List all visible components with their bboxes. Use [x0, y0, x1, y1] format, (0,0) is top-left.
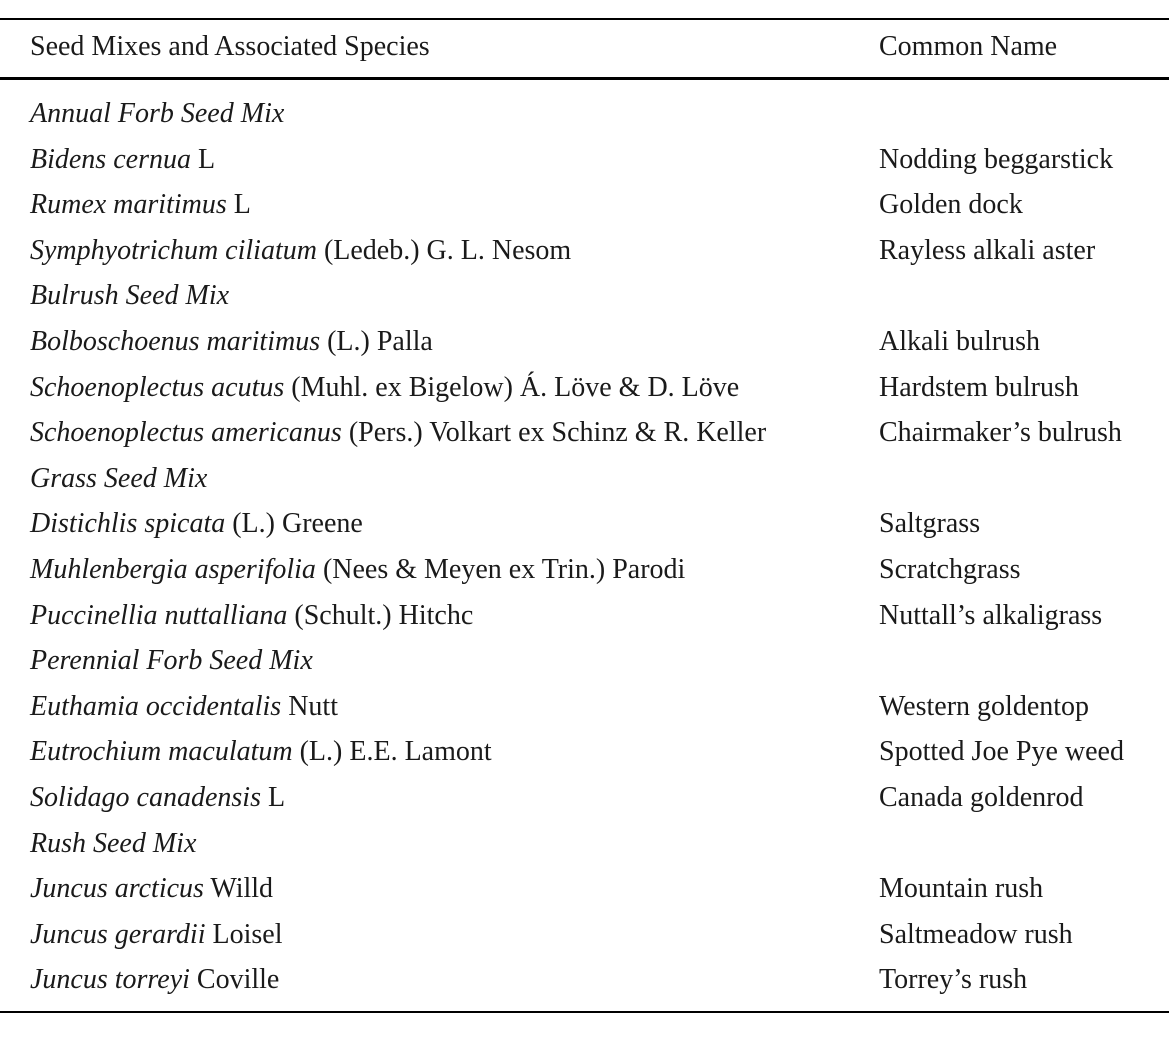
header-common-name: Common Name [879, 31, 1058, 62]
common-name-cell: Chairmaker’s bulrush [879, 417, 1122, 449]
species-row [0, 912, 1169, 958]
species-binomial: Schoenoplectus americanus [30, 417, 342, 449]
species-authority: L [261, 781, 286, 813]
species-binomial: Eutrochium maculatum [30, 736, 293, 768]
species-binomial: Solidago canadensis [30, 781, 261, 813]
species-name-cell [30, 410, 766, 456]
species-row [0, 593, 1169, 639]
seed-mix-name: Grass Seed Mix [30, 462, 208, 494]
species-name-cell [30, 957, 279, 1003]
common-name-cell: Nuttall’s alkaligrass [879, 599, 1103, 631]
species-name-cell [30, 547, 685, 593]
common-name-cell: Torrey’s rush [879, 964, 1028, 996]
common-name-cell: Alkali bulrush [879, 325, 1040, 357]
species-authority: (Nees & Meyen ex Trin.) Parodi [315, 553, 686, 585]
species-authority: (L.) E.E. Lamont [292, 736, 492, 768]
species-authority: (Ledeb.) G. L. Nesom [316, 234, 572, 266]
table-bottom-rule [0, 1011, 1169, 1013]
species-row [0, 547, 1169, 593]
species-row [0, 957, 1169, 1003]
header-species: Seed Mixes and Associated Species [30, 31, 430, 62]
species-authority: L [190, 143, 216, 175]
seed-mix-row [0, 821, 1169, 867]
species-name-cell [30, 684, 338, 730]
species-row [0, 775, 1169, 821]
species-name-cell [30, 866, 273, 912]
common-name-cell: Saltmeadow rush [879, 918, 1073, 950]
species-name-cell [30, 319, 433, 365]
species-name-cell [30, 182, 251, 228]
seed-mix-row [0, 456, 1169, 502]
table-header-rule [0, 77, 1169, 80]
species-authority: (Muhl. ex Bigelow) Á. Löve & D. Löve [284, 371, 740, 403]
seed-mix-name: Annual Forb Seed Mix [30, 98, 285, 129]
species-name-cell [30, 775, 285, 821]
species-binomial: Juncus torreyi [30, 964, 190, 996]
table-body [0, 91, 1169, 1003]
seed-mix-name: Bulrush Seed Mix [30, 280, 230, 312]
species-row [0, 866, 1169, 912]
species-authority: (L.) Palla [320, 325, 433, 357]
species-row [0, 365, 1169, 411]
species-binomial: Schoenoplectus acutus [30, 371, 285, 403]
species-binomial: Symphyotrichum ciliatum [30, 234, 317, 266]
table-header-row [0, 20, 1169, 77]
species-row [0, 228, 1169, 274]
seed-mix-name: Rush Seed Mix [30, 827, 197, 859]
species-binomial: Distichlis spicata [30, 508, 226, 540]
seed-mix-row [0, 91, 1169, 137]
species-authority: L [226, 189, 251, 221]
common-name-cell: Scratchgrass [879, 553, 1021, 585]
species-binomial: Rumex maritimus [30, 189, 227, 221]
seed-mix-name: Perennial Forb Seed Mix [30, 645, 313, 677]
seed-mix-row [0, 273, 1169, 319]
species-authority: Coville [189, 964, 280, 996]
species-row [0, 319, 1169, 365]
species-binomial: Juncus arcticus [30, 873, 204, 905]
common-name-cell: Spotted Joe Pye weed [879, 736, 1124, 768]
species-name-cell [30, 137, 215, 183]
species-authority: Willd [203, 873, 274, 905]
species-row [0, 501, 1169, 547]
species-row [0, 410, 1169, 456]
common-name-cell: Golden dock [879, 189, 1023, 221]
species-authority: Nutt [281, 690, 338, 722]
species-authority: Loisel [205, 918, 283, 950]
seed-mix-row [0, 638, 1169, 684]
species-authority: (Pers.) Volkart ex Schinz & R. Keller [341, 417, 767, 449]
common-name-cell: Nodding beggarstick [879, 143, 1114, 175]
common-name-cell: Western goldentop [879, 690, 1090, 722]
species-binomial: Juncus gerardii [30, 918, 206, 950]
species-binomial: Bolboschoenus maritimus [30, 325, 321, 357]
species-name-cell [30, 729, 492, 775]
species-authority: (Schult.) Hitchc [287, 599, 474, 631]
species-name-cell [30, 228, 571, 274]
species-binomial: Puccinellia nuttalliana [30, 599, 288, 631]
common-name-cell: Rayless alkali aster [879, 234, 1096, 266]
species-name-cell [30, 501, 363, 547]
common-name-cell: Hardstem bulrush [879, 371, 1079, 403]
common-name-cell: Canada goldenrod [879, 781, 1084, 813]
species-name-cell [30, 912, 283, 958]
species-row [0, 182, 1169, 228]
species-binomial: Euthamia occidentalis [30, 690, 282, 722]
species-row [0, 684, 1169, 730]
species-row [0, 137, 1169, 183]
species-name-cell [30, 593, 473, 639]
common-name-cell: Mountain rush [879, 873, 1044, 905]
species-authority: (L.) Greene [225, 508, 363, 540]
species-name-cell [30, 365, 739, 411]
species-row [0, 729, 1169, 775]
species-binomial: Muhlenbergia asperifolia [30, 553, 316, 585]
common-name-cell: Saltgrass [879, 508, 981, 540]
species-binomial: Bidens cernua [30, 143, 191, 175]
